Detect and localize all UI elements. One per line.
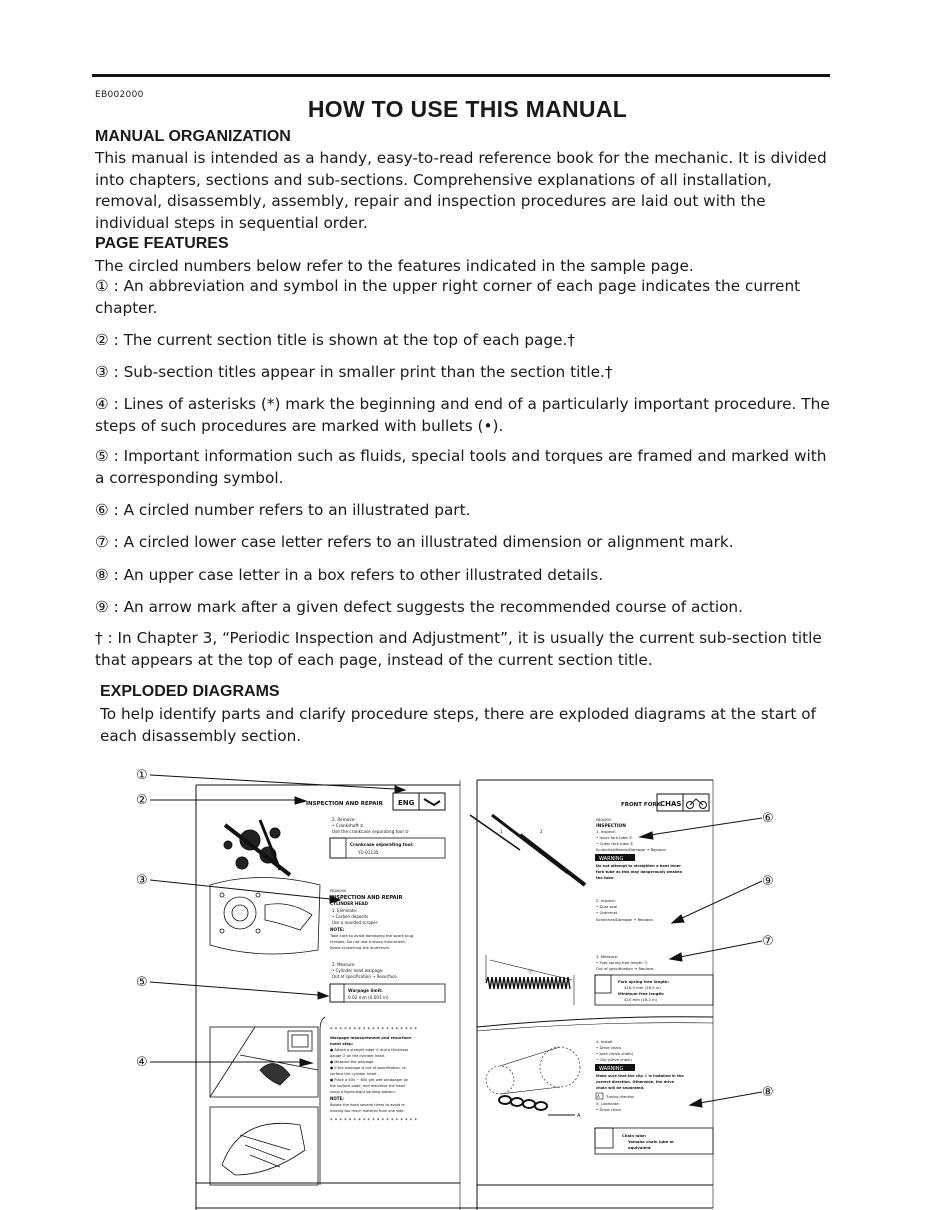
right-inspect1-2: • Inner fork tube ①	[596, 835, 633, 840]
left-proc-note-2: moving too much material from one side.	[330, 1109, 405, 1113]
top-rule	[92, 74, 830, 77]
left-tool-1: Crankcase separating tool:	[350, 842, 414, 847]
left-remove-2: • Crankshaft ①	[332, 823, 364, 828]
right-lube-2: Yamaha chain lube or	[628, 1139, 675, 1144]
callout-3: ③	[136, 873, 148, 888]
asterisk-line-top: * * * * * * * * * * * * * * * * * * *	[330, 1027, 418, 1033]
right-warning2-label: WARNING	[599, 1066, 624, 1072]
fork-tube-drawing	[470, 815, 585, 885]
left-proc-1: Warpage measurement and resurface-	[330, 1035, 413, 1040]
heading-manual-organization: MANUAL ORGANIZATION	[95, 128, 291, 145]
right-spring-3: Minimum free length:	[618, 991, 665, 996]
left-proc-2: ment step:	[330, 1041, 354, 1046]
right-inspect2-1: 2. Inspect:	[596, 898, 616, 903]
tool-icon	[330, 838, 346, 858]
right-warning-1: Do not attempt to straighten a bent inner	[596, 864, 681, 868]
page-code: EB002000	[95, 90, 144, 100]
left-proc-9: the surface plate, and resurface the head	[330, 1084, 405, 1088]
right-measure-2: • Fork spring free length ⓐ	[596, 960, 648, 965]
callout-6: ⑥	[762, 811, 774, 826]
left-proc-3: ● Attach a straight edge ① and a thickness	[330, 1048, 409, 1052]
callout-4: ④	[136, 1055, 148, 1070]
feature-item-9: ⑨ : An arrow mark after a given defect suggests the recommended course of action.	[95, 598, 743, 616]
left-measure-3: Out of specification → Resurface.	[332, 974, 398, 979]
left-sub-sub: CYLINDER HEAD	[330, 901, 368, 906]
left-limit-1: Warpage limit:	[348, 988, 383, 993]
crankshaft-drawing	[224, 820, 290, 875]
feature-item-2: ② : The current section title is shown at the top of each page.†	[95, 331, 576, 349]
right-measure-3: Out of specification → Replace.	[596, 966, 655, 971]
feature-item-3: ③ : Sub-section titles appear in smaller print than the section title.†	[95, 363, 613, 381]
heading-page-features: PAGE FEATURES	[95, 235, 229, 252]
callout-9: ⑨	[762, 874, 774, 889]
feature-item-5: ⑤ : Important information such as fluids, special tools and torques are framed and marked with a corresponding symbol.	[95, 447, 827, 487]
left-proc-4: gauge ② on the cylinder head.	[330, 1054, 386, 1058]
warpage-drawing	[210, 1027, 318, 1185]
left-elim-1: 1. Eliminate:	[332, 908, 358, 913]
right-warning-3: the tube.	[596, 876, 615, 880]
features-intro: The circled numbers below refer to the features indicated in the sample page.	[95, 257, 694, 275]
right-install-4: • Clip (drive chain)	[596, 1057, 632, 1062]
left-note-1: Take care to avoid damaging the spark plug	[330, 933, 414, 938]
asterisk-line-bottom: * * * * * * * * * * * * * * * * * * *	[330, 1118, 418, 1124]
lubricant-icon	[595, 1128, 613, 1148]
feature-note: † : In Chapter 3, “Periodic Inspection and Adjustment”, it is usually the current sub-section title that appears at the top of each page, instead of the current section title.	[95, 629, 822, 669]
right-inspect1-1: 1. Inspect:	[596, 829, 616, 834]
left-proc-8: ● Place a 400 ~ 600 grit wet sandpaper on	[330, 1078, 409, 1082]
turning-direction-box: A	[597, 1094, 600, 1099]
right-inspection-title: INSPECTION	[596, 824, 626, 829]
right-spring-1: Fork spring free length:	[618, 979, 669, 984]
engine-symbol-icon	[419, 793, 445, 810]
left-sub-code: EB00000	[330, 889, 347, 893]
right-warning-2: fork tube as this may dangerously weaken	[596, 870, 683, 874]
left-note-label: NOTE:	[330, 927, 345, 932]
left-proc-note-label: NOTE:	[330, 1096, 344, 1101]
right-inspect1-4: Scratches/Bends/Damage → Replace.	[596, 847, 667, 852]
left-proc-note-1: Rotate the head several times to avoid re-	[330, 1103, 407, 1107]
svg-text:A: A	[577, 1113, 581, 1119]
callout-2: ②	[136, 793, 148, 808]
left-elim-3: Use a rounded scraper.	[332, 920, 379, 925]
fork-spring-drawing	[486, 955, 574, 1005]
right-warning2-1: Make sure that the clip ① is installed in the	[596, 1074, 684, 1078]
left-proc-7: surface the cylinder head.	[330, 1072, 378, 1076]
organization-text: This manual is intended as a handy, easy-to-read reference book for the mechanic. It is divided into chapters, sections and sub-sections. Comprehensive explanations of all installation, removal, disassembly, assembly, repair and inspection procedures are laid out with the individual steps in sequential order.	[95, 149, 827, 232]
right-lube-3: equivalent	[628, 1145, 651, 1150]
right-turning: Turning direction	[606, 1095, 635, 1099]
right-warning-label: WARNING	[599, 856, 624, 862]
callout-7: ⑦	[762, 934, 774, 949]
svg-text:ⓐ: ⓐ	[528, 969, 534, 975]
feature-item-4: ④ : Lines of asterisks (*) mark the beginning and end of a particularly important procedure. The steps of such procedures are marked with bullets (•).	[95, 395, 830, 435]
page-title: HOW TO USE THIS MANUAL	[307, 96, 628, 122]
spec-icon	[595, 975, 611, 993]
heading-exploded-diagrams: EXPLODED DIAGRAMS	[100, 683, 280, 700]
left-measure-2: • Cylinder head warpage	[332, 968, 383, 973]
right-spring-4: 410 mm (16.1 in)	[624, 997, 658, 1002]
limit-icon	[330, 984, 344, 1002]
callout-5: ⑤	[136, 975, 148, 990]
right-chapter-tag: CHAS	[660, 800, 682, 808]
right-code: EB00000	[596, 818, 612, 822]
svg-text:1: 1	[500, 829, 503, 834]
right-inspect2-3: • Grommet	[596, 910, 618, 915]
sample-page-illustration	[0, 755, 935, 1210]
cylinder-head-drawing	[210, 878, 320, 955]
right-warning2-3: chain will be separated.	[596, 1086, 645, 1090]
right-install-3: • Joint (drive chain)	[596, 1051, 634, 1056]
exploded-text: To help identify parts and clarify procedure steps, there are exploded diagrams at the start of each disassembly section.	[100, 705, 816, 745]
right-inspect2-4: Scratches/Damage → Replace.	[596, 917, 654, 922]
feature-item-7: ⑦ : A circled lower case letter refers to an illustrated dimension or alignment mark.	[95, 533, 734, 551]
left-note-2: threads. Do not use a sharp instrument.	[330, 939, 407, 944]
left-measure-1: 2. Measure:	[332, 962, 356, 967]
left-chapter-tag: ENG	[398, 799, 415, 807]
right-lubricate-2: • Drive chain	[596, 1107, 622, 1112]
left-proc-5: ● Measure the warpage.	[330, 1060, 375, 1064]
right-install-2: • Drive chain	[596, 1045, 622, 1050]
left-proc-10: using a figure-eight sanding pattern.	[330, 1090, 396, 1094]
right-lubricate-1: 5. Lubricate:	[596, 1101, 620, 1106]
feature-item-8: ⑧ : An upper case letter in a box refers to other illustrated details.	[95, 566, 604, 584]
left-remove-3: Use the crankcase separating tool ②	[332, 829, 409, 834]
left-proc-6: ● If the warpage is out of specification, re-	[330, 1066, 408, 1070]
right-install-1: 4. Install:	[596, 1039, 614, 1044]
right-spring-2: 416.5 mm (16.5 in)	[624, 985, 661, 990]
left-note-3: Avoid scratching the aluminum.	[330, 945, 391, 950]
callout-1: ①	[136, 768, 148, 783]
feature-item-1: ① : An abbreviation and symbol in the upper right corner of each page indicates the current chapter.	[95, 277, 801, 317]
svg-text:2: 2	[540, 829, 543, 834]
right-inspect1-3: • Outer fork tube ②	[596, 841, 634, 846]
left-tool-2: YU-01135	[358, 850, 379, 855]
right-measure-1: 3. Measure:	[596, 954, 619, 959]
drive-chain-drawing	[486, 1047, 581, 1119]
right-inspect2-2: • Dust seal	[596, 904, 618, 909]
right-lube-1: Chain lube:	[622, 1133, 647, 1138]
left-sub-title: INSPECTION AND REPAIR	[330, 895, 403, 901]
right-warning2-2: correct direction. Otherwise, the drive	[596, 1080, 675, 1084]
left-section-title: INSPECTION AND REPAIR	[306, 801, 383, 807]
callout-8: ⑧	[762, 1085, 774, 1100]
left-elim-2: • Carbon deposits	[332, 914, 369, 919]
left-limit-2: 0.02 mm (0.001 in)	[348, 995, 389, 1000]
feature-item-6: ⑥ : A circled number refers to an illustrated part.	[95, 501, 471, 519]
left-remove-1: 2. Remove:	[332, 817, 356, 822]
right-section-title: FRONT FORK	[621, 802, 661, 808]
